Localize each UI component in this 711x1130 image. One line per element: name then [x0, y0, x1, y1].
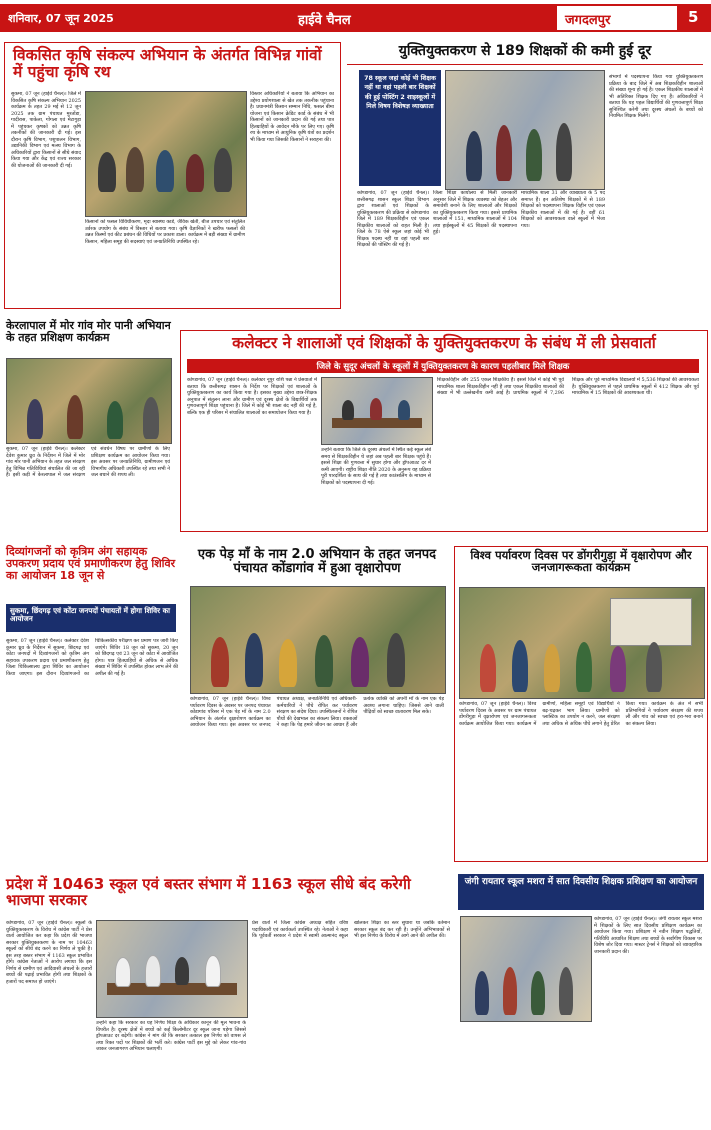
- callout-box: [359, 70, 441, 186]
- press-conference-photo: [321, 377, 433, 445]
- story-school-closure-col-c: प्रेस वार्ता में जिला कांग्रेस अध्यक्ष सहित वरिष्ठ पदाधिकारी एवं कार्यकर्ता उपस्थित रहे। नेताओं ने कहा कि पूर्ववर्ती सरकार ने प्रदेश में स्वामी आत्मानंद स्कूल खोलकर शिक्षा का स्तर सुधारा था जबकि वर्तमान सरकार स्कूल बंद कर रही है। उन्होंने अभिभावकों से भी इस निर्णय के विरोध में आगे आने की अपील की।: [252, 920, 450, 939]
- story-school-closure-headline: प्रदेश में 10463 स्कूल एवं बस्तर संभाग में 1163 स्कूल सीधे बंद करेगी भाजपा सरकार: [6, 875, 411, 910]
- story-189-col-a: कोण्डागांव, 07 जून (हाईवे चैनल)। छत्तीसगढ़ शासन स्कूल शिक्षा विभाग द्वारा शालाओं एवं शिक्षकों के युक्तियुक्तकरण की प्रक्रिया से कोण्डागांव जिले में 189 शिक्षकविहीन एवं एकल शिक्षकीय शालाओं को राहत मिली है। जिले के 78 ऐसे स्कूल जहां कोई भी शिक्षक पदस्थ नहीं था वहां पहली बार शिक्षकों की पोस्टिंग की गई है।: [357, 190, 429, 248]
- story-189-col-c: माध्यमिक शाला 31 और व्याख्याता के 5 पद समाप्त हैं। इन अतिशेष शिक्षकों में से 189 शिक्षकों को पदस्थापना शिक्षक विहीन एवं एकल शिक्षकीय शालाओं में की गई है। वहीं 61 शिक्षकों को आवश्यकता वाले स्कूलों में भेजा गया।: [521, 190, 605, 229]
- story-collector-col-c: शिक्षकविहीन और 255 एकल शिक्षकीय हैं। इससे जिले में कोई भी पूर्व माध्यमिक शाला शिक्षकविहीन नहीं है तथा एकल शिक्षकीय शालाओं की संख्या में भी उल्लेखनीय कमी आई है। प्राथमिक स्कूलों में 7,296 शिक्षक और पूर्व माध्यमिक विद्यालयों में 5,536 शिक्षकों की आवश्यकता है। युक्तियुक्तकरण से पहले प्राथमिक स्कूलों में 412 शिक्षक और पूर्व माध्यमिक में 15 शिक्षकों की आवश्यकता थी।: [437, 377, 699, 396]
- story-krishi-rath-col-a: सुकमा, 07 जून (हाईवे चैनल)। जिले में विकसित कृषि संकल्प अभियान 2025 कार्यक्रम के तहत 29 मई से 12 जून 2025 तक ग्राम पंचायत मुरतोंडा, गादीरास, पाकेला, गोंगला एवं मेटागुड़ा में पहुंचकर कृषकों को उन्नत कृषि तकनीकों की जानकारी दी गई। इस दौरान कृषि विभाग, पशुपालन विभाग, उद्यानिकी विभाग एवं मत्स्य विभाग के अधिकारियों द्वारा किसानों से सीधे संवाद किया गया और केंद्र एवं राज्य सरकार की योजनाओं की जानकारी दी गई।: [11, 91, 81, 169]
- story-teacher-training: [456, 872, 706, 1126]
- story-krishi-rath: [4, 42, 341, 309]
- story-school-closure: [4, 870, 452, 1126]
- story-kerlapal-headline: केरलापाल में मोर गांव मोर पानी अभियान के तहत प्रशिक्षण कार्यक्रम: [6, 319, 171, 344]
- story-ek-ped-headline: एक पेड़ माँ के नाम 2.0 अभियान के तहत जनपद पंचायत कोंडागांव में हुआ वृक्षारोपण: [197, 547, 437, 577]
- story-school-closure-col-a: कोण्डागांव, 07 जून (हाईवे चैनल)। स्कूलों के युक्तियुक्तकरण के विरोध में कांग्रेस पार्टी ने प्रेस वार्ता आयोजित कर कहा कि प्रदेश की भाजपा सरकार युक्तियुक्तकरण के नाम पर 10463 स्कूलों को सीधे बंद करने का निर्णय ले चुकी है। इस तरह बस्तर संभाग में 1163 स्कूल प्रभावित होंगे। कांग्रेस नेताओं ने आरोप लगाया कि इस निर्णय से ग्रामीण एवं आदिवासी अंचलों के हजारों बच्चों की पढ़ाई प्रभावित होगी तथा शिक्षकों के हजारों पद समाप्त हो जाएंगे।: [6, 920, 92, 985]
- krishi-rath-photo: [85, 91, 247, 217]
- masthead-city-box: [557, 6, 677, 30]
- story-189-teachers: [345, 40, 707, 310]
- story-dongriguda-headline: विश्व पर्यावरण दिवस पर डोंगरीगुड़ा में वृक्षारोपण और जनजागरूकता कार्यक्रम: [470, 548, 692, 575]
- headline-rule: [347, 64, 703, 65]
- masthead-date: शनिवार, 07 जून 2025: [8, 12, 114, 25]
- masthead: [0, 4, 711, 32]
- story-collector-press: [180, 330, 708, 532]
- congress-press-photo: [96, 920, 248, 1018]
- story-divyang-camp-subhead: सुकमा, छिंदगढ़ एवं कोंटा जनपदों पंचायतों में होगा शिविर का आयोजन: [10, 606, 170, 623]
- ek-ped-photo: [190, 586, 446, 694]
- story-krishi-rath-col-b: किसानों को फसल विविधीकरण, मृदा स्वास्थ्य कार्ड, जैविक खेती, बीज उपचार एवं संतुलित उर्वरक उपयोग के संबंध में विस्तार से बताया गया। कृषि वैज्ञानिकों ने खरीफ फसलों की उन्नत किस्मों एवं कीट प्रबंधन की विधियों पर प्रकाश डाला। कार्यक्रम में बड़ी संख्या में ग्रामीण किसान, महिला समूह की सदस्याएं एवं जनप्रतिनिधि उपस्थित रहे।: [85, 219, 245, 245]
- page-number: 5: [688, 8, 699, 26]
- story-krishi-rath-headline: विकसित कृषि संकल्प अभियान के अंतर्गत विभिन्न गांवों में पहुंचा कृषि रथ: [13, 46, 322, 81]
- story-ek-ped-body: कोण्डागांव, 07 जून (हाईवे चैनल)। विश्व पर्यावरण दिवस के अवसर पर जनपद पंचायत कोंडागांव परिसर में एक पेड़ माँ के नाम 2.0 अभियान के अंतर्गत वृक्षारोपण कार्यक्रम का आयोजन किया गया। इस अवसर पर जनपद पंचायत अध्यक्ष, जनप्रतिनिधि एवं अधिकारी-कर्मचारियों ने पौधे रोपित कर पर्यावरण संरक्षण का संदेश दिया। उपस्थितजनों ने रोपित पौधों की देखभाल का संकल्प लिया। वक्ताओं ने कहा कि पेड़ हमारे जीवन का आधार हैं और प्रत्येक व्यक्ति को अपनी माँ के नाम एक पेड़ अवश्य लगाना चाहिए। जिससे आने वाली पीढ़ियों को स्वच्छ वातावरण मिल सके।: [190, 696, 444, 728]
- story-school-closure-col-b: उन्होंने कहा कि सरकार का यह निर्णय शिक्षा के अधिकार कानून की मूल भावना के विपरीत है। दूरस्थ क्षेत्रों में बच्चों को कई किलोमीटर दूर स्कूल जाना पड़ेगा जिससे ड्रॉपआउट दर बढ़ेगी। कांग्रेस ने मांग की कि सरकार तत्काल इस निर्णय को वापस ले तथा रिक्त पदों पर शिक्षकों की भर्ती करे। कांग्रेस पार्टी इस मुद्दे को लेकर गांव-गांव जाकर जनजागरण अभियान चलाएगी।: [96, 1020, 246, 1052]
- story-divyang-camp-headline: दिव्यांगजनों को कृत्रिम अंग सहायक उपकरण प्रदाय एवं प्रमाणीकरण हेतु शिविर का आयोजन 18 जून से: [6, 545, 176, 582]
- masthead-city: जगदलपुर: [565, 13, 611, 28]
- story-collector-press-subhead: जिले के सुदूर अंचलों के स्कूलों में युक्तियुक्तकरण के कारण पहलीबार मिले शिक्षक: [316, 362, 570, 372]
- kerlapal-photo: [6, 358, 172, 444]
- story-dongriguda: [454, 546, 708, 862]
- teachers-photo: [445, 70, 605, 190]
- story-teacher-training-headline: जंगी रायतार स्कूल मशरा में सात दिवसीय शिक्षक प्रशिक्षण का आयोजन: [464, 877, 698, 887]
- story-krishi-rath-col-c: विस्तार अधिकारियों ने बताया कि अभियान का उद्देश्य प्रयोगशाला से खेत तक तकनीक पहुंचाना है। प्रधानमंत्री किसान सम्मान निधि, फसल बीमा योजना एवं किसान क्रेडिट कार्ड के संबंध में भी किसानों को जानकारी प्रदान की गई तथा पात्र हितग्राहियों के आवेदन मौके पर लिए गए। कृषि रथ के माध्यम से आधुनिक कृषि यंत्रों का प्रदर्शन भी किया गया जिसकी किसानों ने सराहना की।: [250, 91, 334, 143]
- dongriguda-photo: [459, 587, 705, 699]
- teacher-training-photo: [460, 916, 592, 1022]
- story-teacher-training-body: कोण्डागांव, 07 जून (हाईवे चैनल)। जंगी रायतार स्कूल मशरा में शिक्षकों के लिए सात दिवसीय प्रशिक्षण कार्यक्रम का आयोजन किया गया। प्रशिक्षण में नवीन शिक्षण पद्धतियों, गतिविधि आधारित शिक्षण तथा बच्चों के सर्वांगीण विकास पर विशेष जोर दिया गया। मास्टर ट्रेनर्स ने शिक्षकों को व्यावहारिक जानकारी प्रदान की।: [594, 916, 702, 955]
- story-collector-col-a: कोण्डागांव, 07 जून (हाईवे चैनल)। कलेक्टर नूपुर राशि पन्ना ने प्रेसवार्ता में बताया कि छत्तीसगढ़ शासन के निर्देश पर शिक्षकों एवं शालाओं के युक्तियुक्तकरण का कार्य किया गया है। इसका मुख्य उद्देश्य छात्र-शिक्षक अनुपात में संतुलन लाना और ग्रामीण एवं दूरस्थ क्षेत्रों के विद्यार्थियों तक गुणवत्तापूर्ण शिक्षा पहुंचाना है। जिले में कोई भी शाला बंद नहीं की गई है, बल्कि एक ही परिसर में संचालित शालाओं का समायोजन किया गया है।: [187, 377, 317, 416]
- story-189-col-d: संभागों में पदस्थापना किया गया युक्तियुक्तकरण प्रक्रिया के बाद जिले में अब शिक्षकविहीन शालाओं की संख्या शून्य हो गई है। एकल शिक्षकीय शालाओं में भी अतिरिक्त शिक्षक दिए गए हैं। अधिकारियों ने बताया कि यह पहल विद्यार्थियों की गुणवत्तापूर्ण शिक्षा सुनिश्चित करेगी तथा दूरस्थ अंचलों के बच्चों को नियमित शिक्षक मिलेंगे।: [609, 74, 703, 119]
- story-collector-col-b: उन्होंने बताया कि जिले के दूरस्थ अंचलों में स्थित कई स्कूल लंबे समय से शिक्षकविहीन थे जहां अब पहली बार शिक्षक पहुंचे हैं। इससे शिक्षा की गुणवत्ता में सुधार होगा और ड्रॉपआउट दर में कमी आएगी। राष्ट्रीय शिक्षा नीति 2020 के अनुरूप यह प्रक्रिया पूरी पारदर्शिता के साथ की गई है तथा काउंसलिंग के माध्यम से शिक्षकों को पदस्थापना दी गई।: [321, 447, 431, 486]
- story-collector-press-subhead-bar: [187, 359, 699, 373]
- story-divyang-camp: [4, 544, 180, 862]
- story-kerlapal-body: सुकमा, 07 जून (हाईवे चैनल)। कलेक्टर देवेश कुमार ध्रुव के निर्देशन में जिले में मोर गांव मोर पानी अभियान के तहत जल संरक्षण हेतु विभिन्न गतिविधियां संचालित की जा रही हैं। इसी कड़ी में केरलापाल में जल संरक्षण एवं संवर्धन विषय पर ग्रामीणों के लिए प्रशिक्षण कार्यक्रम का आयोजन किया गया। इस अवसर पर जनप्रतिनिधि, ग्रामीणजन एवं विभागीय अधिकारी उपस्थित रहे तथा सभी ने जल बचाने की शपथ ली।: [6, 446, 170, 478]
- story-189-col-b: जिला शिक्षा कार्यालय से मिली जानकारी अनुसार जिले में शिक्षक व्यवस्था को बेहतर और समावेशी बनाने के लिए शालाओं और शिक्षकों का युक्तियुक्तकरण किया गया। इससे प्राथमिक शालाओं में 151, माध्यमिक शालाओं में 104 तथा हाईस्कूलों में 45 शिक्षकों की पदस्थापना हुई।: [433, 190, 517, 235]
- story-divyang-camp-subhead-box: [6, 604, 176, 632]
- story-189-teachers-headline: युक्तियुक्तकरण से 189 शिक्षकों की कमी हुई दूर: [398, 43, 652, 59]
- story-collector-press-headline: कलेक्टर ने शालाओं एवं शिक्षकों के युक्तियुक्तकरण के संबंध में ली प्रेसवार्ता: [232, 334, 656, 352]
- masthead-paper-name: हाईवे चैनल: [298, 13, 351, 28]
- story-ek-ped: [186, 546, 448, 864]
- story-divyang-camp-body: सुकमा, 07 जून (हाईवे चैनल)। कलेक्टर देवेश कुमार ध्रुव के निर्देशन में सुकमा, छिंदगढ़ एवं कोंटा जनपदों में दिव्यांगजनों को कृत्रिम अंग सहायक उपकरण प्रदाय एवं प्रमाणीकरण हेतु जिला चिकित्सालय द्वारा शिविर का आयोजन किया जाएगा। इस दौरान दिव्यांगजनों का चिकित्सकीय परीक्षण कर प्रमाण पत्र जारी किए जाएंगे। शिविर 18 जून को सुकमा, 20 जून को छिंदगढ़ एवं 23 जून को कोंटा में आयोजित होगा। पात्र हितग्राहियों से अधिक से अधिक संख्या में शिविर में उपस्थित होकर लाभ लेने की अपील की गई है।: [6, 638, 178, 677]
- story-teacher-training-headline-box: [458, 874, 704, 910]
- story-kerlapal: [4, 318, 174, 536]
- story-dongriguda-body: कोण्डागांव, 07 जून (हाईवे चैनल)। विश्व पर्यावरण दिवस के अवसर पर ग्राम पंचायत डोंगरीगुड़ा में वृक्षारोपण एवं जनजागरूकता कार्यक्रम आयोजित किया गया। कार्यक्रम में ग्रामीणों, महिला समूहों एवं विद्यार्थियों ने बढ़-चढ़कर भाग लिया। ग्रामीणों को प्लास्टिक का उपयोग न करने, जल संरक्षण तथा अधिक से अधिक पौधे लगाने हेतु प्रेरित किया गया। कार्यक्रम के अंत में सभी प्रतिभागियों ने पर्यावरण संरक्षण की शपथ ली और गांव को स्वच्छ एवं हरा-भरा बनाने का संकल्प लिया।: [459, 701, 703, 727]
- callout-text: 78 स्कूल जहां कोई भी शिक्षक नहीं था वहां पहली बार शिक्षकों की हुई पोस्टिंग 2 शाइस्कूलों में मिले विषय विशेषज्ञ व्याख्याता: [364, 75, 436, 111]
